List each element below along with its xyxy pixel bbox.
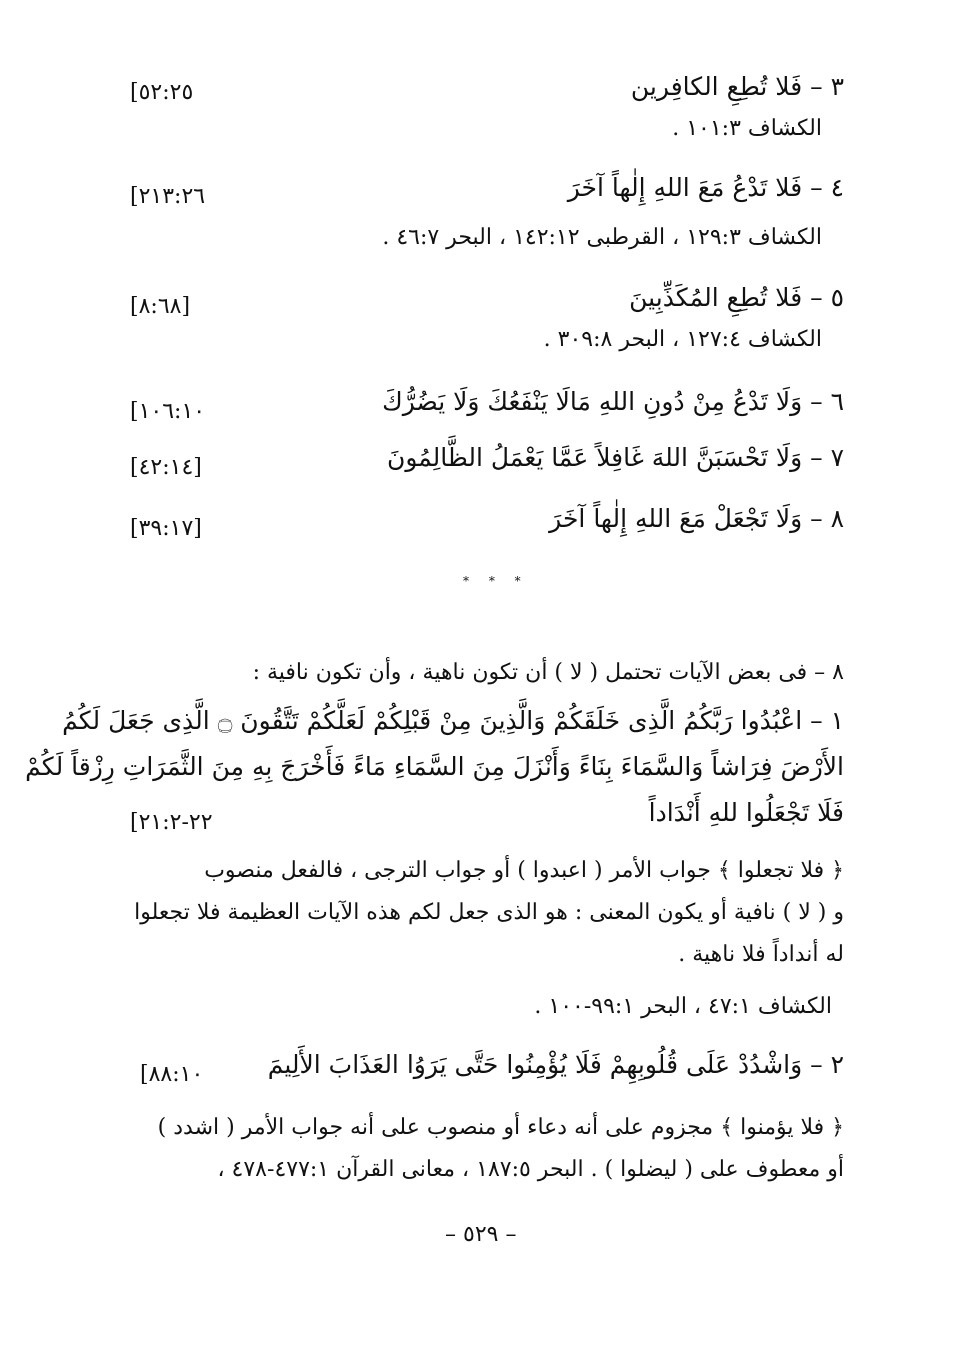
verse-reference: [٣٩:١٧] [130, 516, 202, 541]
verse-line: فَلَا تَجْعَلُوا للهِ أَنْدَاداً [648, 798, 844, 827]
verse-line: ٤ – فَلا تَدْعُ مَعَ اللهِ إِلٰهاً آخَرَ [567, 173, 844, 202]
verse-reference: [١٠٦:١٠ [130, 399, 206, 424]
verse-line: ٥ – فَلا تُطِعِ المُكَذِّبِينَ [629, 283, 844, 312]
page-number: – ٥٢٩ – [445, 1222, 517, 1247]
verse-reference: [٨٨:١٠ [140, 1062, 204, 1087]
verse-line: ١ – اعْبُدُوا رَبَّكُمُ الَّذِى خَلَقَكُمْ وَالَّذِينَ مِنْ قَبْلِكُمْ لَعَلَّكُمْ تَتَّقُونَ ۝ الَّذِى جَعَلَ لَكُمُ [62, 706, 844, 735]
verse-reference: [٢٢-٢١:٢ [130, 810, 213, 835]
commentary-line: له أنداداً فلا ناهية . [678, 942, 844, 967]
commentary-line: أو معطوف على ( ليضلوا ) . البحر ١٨٧:٥ ، معانى القرآن ٤٧٧:١-٤٧٨ ، [217, 1157, 844, 1182]
source-citation: الكشاف ٤٧:١ ، البحر ٩٩:١-١٠٠ . [534, 994, 832, 1019]
verse-reference: [٢١٣:٢٦ [130, 184, 206, 209]
commentary-line: و ( لا ) نافية أو يكون المعنى : هو الذى جعل لكم هذه الآيات العظيمة فلا تجعلوا [134, 900, 844, 925]
verse-line: ٣ – فَلا تُطِعِ الكافِرين [630, 72, 844, 101]
section-separator: * * * [463, 574, 529, 588]
source-citation: الكشاف ١٢٩:٣ ، القرطبى ١٤٢:١٢ ، البحر ٤٦:٧ . [382, 225, 822, 250]
commentary-line: ﴿ فلا يؤمنوا ﴾ مجزوم على أنه دعاء أو منصوب على أنه جواب الأمر ( اشدد ) [157, 1115, 844, 1140]
commentary-line: ﴿ فلا تجعلوا ﴾ جواب الأمر ( اعبدوا ) أو جواب الترجى ، فالفعل منصوب [204, 858, 844, 883]
verse-line: ٢ – وَاشْدُدْ عَلَى قُلُوبِهِمْ فَلَا يُؤْمِنُوا حَتَّى يَرَوُا العَذَابَ الأَلِيمَ [267, 1050, 844, 1079]
source-citation: الكشاف ١٢٧:٤ ، البحر ٣٠٩:٨ . [543, 327, 822, 352]
verse-line: ٧ – وَلَا تَحْسَبَنَّ اللهَ غَافِلاً عَمَّا يَعْمَلُ الظَّالِمُونَ [386, 443, 844, 472]
source-citation: الكشاف ١٠١:٣ . [672, 116, 822, 141]
section-heading: ٨ – فى بعض الآيات تحتمل ( لا ) أن تكون ناهية ، وأن تكون نافية : [252, 660, 844, 685]
verse-reference: [٨:٦٨] [130, 294, 191, 319]
verse-line: الأَرْضَ فِرَاشاً وَالسَّمَاءَ بِنَاءً وَأَنْزَلَ مِنَ السَّمَاءِ مَاءً فَأَخْرَجَ بِهِ مِنَ الثَّمَرَاتِ رِزْقاً لَكُمْ [25, 752, 844, 781]
verse-line: ٦ – وَلَا تَدْعُ مِنْ دُونِ اللهِ مَالَا يَنْفَعُكَ وَلَا يَضُرُّكَ [382, 387, 844, 416]
verse-reference: [٤٢:١٤] [130, 455, 202, 480]
verse-reference: [٥٢:٢٥ [130, 80, 194, 105]
verse-line: ٨ – وَلَا تَجْعَلْ مَعَ اللهِ إِلٰهاً آخَرَ [549, 504, 844, 533]
